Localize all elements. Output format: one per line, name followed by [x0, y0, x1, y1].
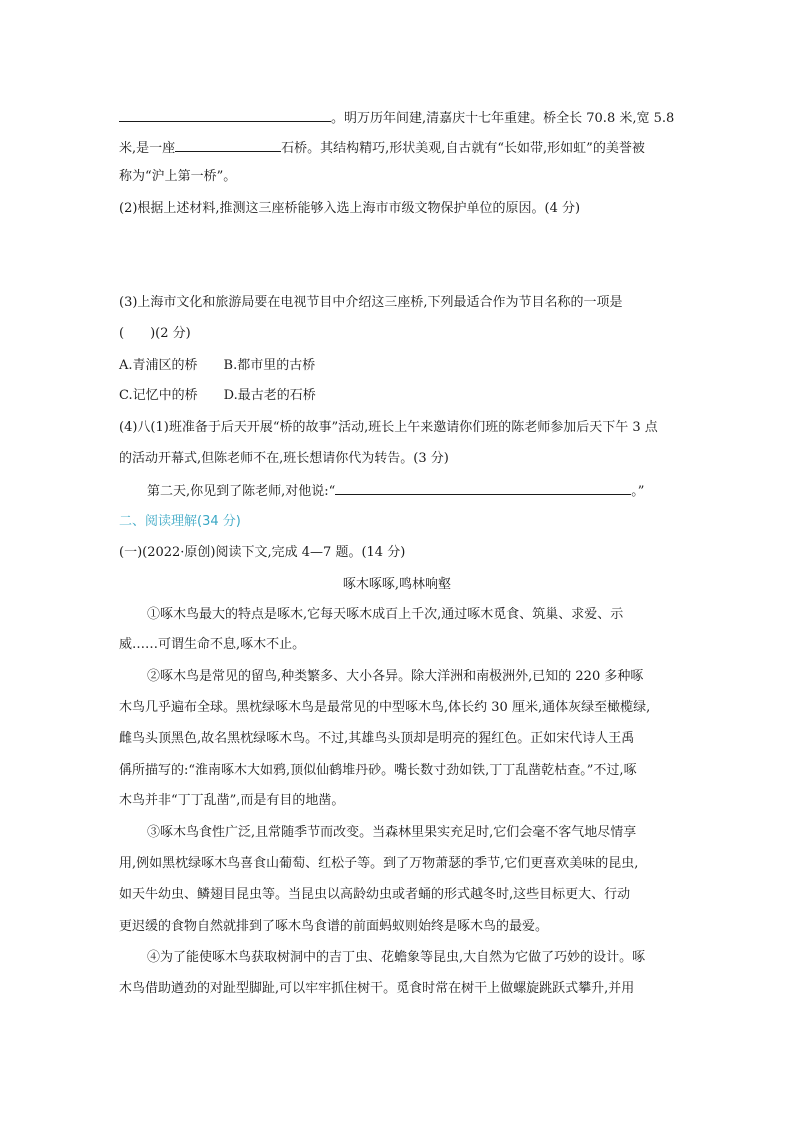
- passage-line: 米,是一座 石桥。其结构精巧,形状美观,自古就有“长如带,形如虹”的美誉被: [119, 138, 645, 158]
- passage-line: 。明万历年间建,清嘉庆十七年重建。桥全长 70.8 米,宽 5.8: [119, 108, 674, 128]
- answer-blank[interactable]: [119, 108, 331, 122]
- paragraph-line: 如天牛幼虫、鳞翅目昆虫等。当昆虫以高龄幼虫或者蛹的形式越冬时,这些目标更大、行动: [119, 887, 631, 902]
- paragraph-line: ②啄木鸟是常见的留鸟,种类繁多、大小各异。除大洋洲和南极洲外,已知的 220 多种啄: [147, 669, 644, 684]
- paragraph-line: 用,例如黑枕绿啄木鸟喜食山葡萄、红松子等。到了万物萧瑟的季节,它们更喜欢美味的昆虫,: [119, 856, 639, 871]
- question-4-line2: 的活动开幕式,但陈老师不在,班长想请你代为转告。(3 分): [119, 451, 449, 466]
- paragraph-line: 木鸟并非“丁丁乱凿”,而是有目的地凿。: [119, 793, 345, 808]
- paragraph-line: ③啄木鸟食性广泛,且常随季节而改变。当森林里果实充足时,它们会毫不客气地尽情享: [147, 825, 637, 840]
- paragraph-line: 雌鸟头顶黑色,故名黑枕绿啄木鸟。不过,其雄鸟头顶却是明亮的猩红色。正如宋代诗人王禹: [119, 731, 635, 746]
- question-3: (3)上海市文化和旅游局要在电视节目中介绍这三座桥,下列最适合作为节目名称的一项是: [119, 295, 623, 310]
- paragraph-line: 偁所描写的:“淮南啄木大如鸦,顶似仙鹤堆丹砂。嘴长数寸劲如铁,丁丁乱凿乾枯查。”不过,啄: [119, 763, 637, 778]
- answer-blank[interactable]: [335, 481, 631, 495]
- paragraph-line: 木鸟几乎遍布全球。黑枕绿啄木鸟是最常见的中型啄木鸟,体长约 30 厘米,通体灰绿至橄榄绿,: [119, 700, 651, 715]
- paragraph-line: ④为了能使啄木鸟获取树洞中的吉丁虫、花蟾象等昆虫,大自然为它做了巧妙的设计。啄: [147, 950, 646, 965]
- paragraph-line: 木鸟借助遒劲的对趾型脚趾,可以牢牢抓住树干。觅食时常在树干上做螺旋跳跃式攀升,并用: [119, 981, 635, 996]
- option-cd: C.记忆中的桥 D.最古老的石桥: [119, 388, 316, 403]
- question-3-bracket: ( )(2 分): [119, 326, 191, 341]
- answer-blank[interactable]: [175, 138, 281, 152]
- paragraph-line: ①啄木鸟最大的特点是啄木,它每天啄木成百上千次,通过啄木觅食、筑巢、求爱、示: [147, 607, 624, 622]
- passage-line: 称为“沪上第一桥”。: [119, 169, 237, 184]
- paragraph-line: 更迟缓的食物自然就排到了啄木鸟食谱的前面蚂蚁则始终是啄木鸟的最爱。: [119, 919, 549, 934]
- question-4: (4)八(1)班准备于后天开展“桥的故事”活动,班长上午来邀请你们班的陈老师参加后天下午 3 点: [119, 420, 658, 435]
- section-heading: 二、阅读理解(34 分): [119, 514, 241, 529]
- subsection-heading: (一)(2022·原创)阅读下文,完成 4—7 题。(14 分): [119, 545, 406, 560]
- question-2: (2)根据上述材料,推测这三座桥能够入选上海市市级文物保护单位的原因。(4 分): [119, 201, 581, 216]
- option-ab: A.青浦区的桥 B.都市里的古桥: [119, 358, 316, 373]
- article-title: 啄木啄啄,鸣林响壑: [342, 577, 452, 592]
- question-4-answer: 第二天,你见到了陈老师,对他说:“ 。”: [147, 481, 644, 501]
- paragraph-line: 威……可谓生命不息,啄木不止。: [119, 637, 306, 652]
